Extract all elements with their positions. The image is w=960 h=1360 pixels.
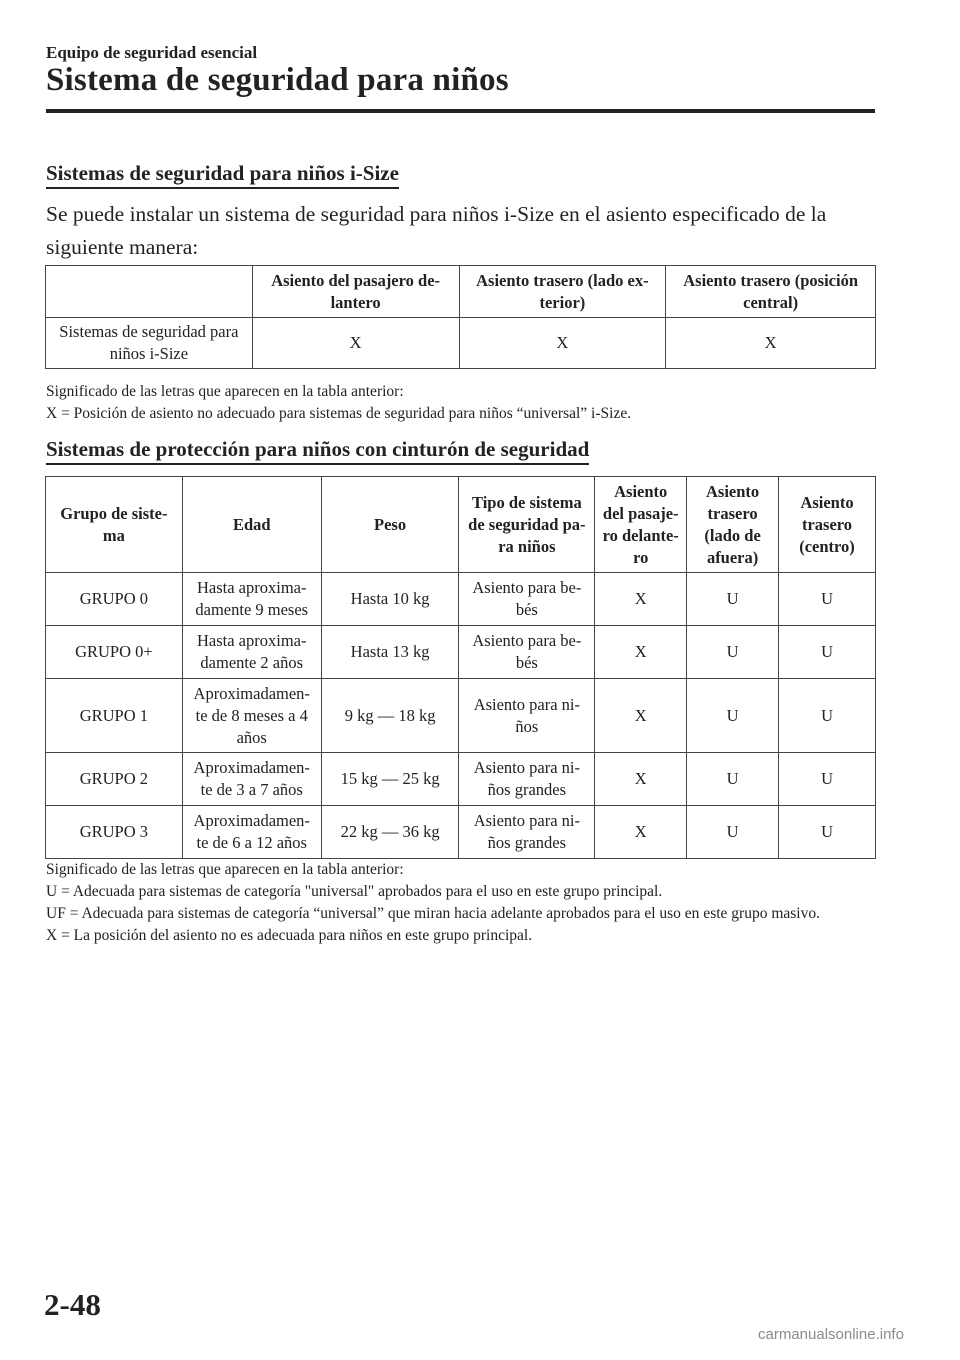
table-cell: Aproximadamen- te de 3 a 7 años [182, 753, 321, 806]
table-cell: X [595, 806, 687, 859]
table-cell: Aproximadamen- te de 6 a 12 años [182, 806, 321, 859]
table-cell: X [252, 318, 459, 369]
table-cell: U [779, 573, 876, 626]
header-divider [46, 109, 875, 113]
table-header-cell: Asiento trasero (lado ex- terior) [459, 266, 666, 318]
watermark[interactable]: carmanualsonline.info [758, 1326, 904, 1343]
table-cell: X [595, 679, 687, 753]
table-cell: Aproximadamen- te de 8 meses a 4 años [182, 679, 321, 753]
table-cell: X [459, 318, 666, 369]
table-header-cell: Asiento trasero (centro) [779, 477, 876, 573]
table-cell: X [595, 753, 687, 806]
table-cell: 22 kg ― 36 kg [321, 806, 459, 859]
page-title: Sistema de seguridad para niños [46, 62, 509, 98]
table-header-cell: Asiento trasero (posición central) [666, 266, 876, 318]
table-header-row [46, 266, 876, 318]
table-cell: Asiento para ni- ños grandes [459, 806, 595, 859]
table-cell: Hasta 10 kg [321, 573, 459, 626]
table-header-cell: Asiento del pasaje- ro delante- ro [595, 477, 687, 573]
note-line: UF = Adecuada para sistemas de categoría “universal” que miran hacia adelante aprobados para el uso en este grupo masivo. [46, 905, 820, 922]
note-line: X = La posición del asiento no es adecuada para niños en este grupo principal. [46, 927, 533, 944]
table-cell: GRUPO 3 [46, 806, 183, 859]
table-cell: U [687, 806, 779, 859]
note-line: U = Adecuada para sistemas de categoría "universal" aprobados para el uso en este grupo principal. [46, 883, 663, 900]
table-cell: GRUPO 2 [46, 753, 183, 806]
table-row [46, 806, 876, 859]
table-header-cell: Asiento trasero (lado de afuera) [687, 477, 779, 573]
table-cell: U [779, 806, 876, 859]
isize-table-body [46, 318, 876, 369]
note-line: X = Posición de asiento no adecuado para sistemas de seguridad para niños “universal” i-Size. [46, 405, 632, 422]
table-cell: U [687, 679, 779, 753]
table-cell: U [779, 679, 876, 753]
table-header-cell: Tipo de sistema de seguridad pa- ra niños [459, 477, 595, 573]
table-cell: U [687, 573, 779, 626]
table-cell: Hasta 13 kg [321, 626, 459, 679]
table-cell: Sistemas de seguridad para niños i-Size [46, 318, 253, 369]
table-header-cell: Edad [182, 477, 321, 573]
isize-intro: Se puede instalar un sistema de seguridad para niños i-Size en el asiento especificado de la siguiente manera: [46, 202, 827, 259]
isize-notes [46, 381, 876, 425]
table-header-cell: Asiento del pasajero de- lantero [252, 266, 459, 318]
note-line: Significado de las letras que aparecen en la tabla anterior: [46, 383, 404, 400]
table-header-cell: Peso [321, 477, 459, 573]
table-cell: U [687, 626, 779, 679]
table-cell: X [666, 318, 876, 369]
table-cell: Asiento para ni- ños grandes [459, 753, 595, 806]
table-cell: U [779, 753, 876, 806]
table-cell: U [687, 753, 779, 806]
table-cell: Asiento para be- bés [459, 573, 595, 626]
table-row [46, 318, 876, 369]
table-cell: 9 kg ― 18 kg [321, 679, 459, 753]
table-cell: GRUPO 0+ [46, 626, 183, 679]
section-header: Equipo de seguridad esencial [46, 43, 258, 62]
belt-notes [46, 859, 876, 947]
table-cell: X [595, 626, 687, 679]
table-row [46, 753, 876, 806]
table-row [46, 679, 876, 753]
table-cell: 15 kg ― 25 kg [321, 753, 459, 806]
isize-table [45, 265, 876, 369]
table-header-cell [46, 266, 253, 318]
table-header-cell: Grupo de siste- ma [46, 477, 183, 573]
note-line: Significado de las letras que aparecen en la tabla anterior: [46, 861, 404, 878]
table-cell: Asiento para ni- ños [459, 679, 595, 753]
table-cell: Asiento para be- bés [459, 626, 595, 679]
table-cell: GRUPO 1 [46, 679, 183, 753]
table-row [46, 626, 876, 679]
table-header-row [46, 477, 876, 573]
table-cell: X [595, 573, 687, 626]
table-cell: GRUPO 0 [46, 573, 183, 626]
table-cell: Hasta aproxima- damente 9 meses [182, 573, 321, 626]
belt-heading: Sistemas de protección para niños con cinturón de seguridad [46, 437, 589, 465]
table-cell: Hasta aproxima- damente 2 años [182, 626, 321, 679]
table-cell: U [779, 626, 876, 679]
isize-heading: Sistemas de seguridad para niños i-Size [46, 161, 399, 189]
table-row [46, 573, 876, 626]
belt-table-body [46, 573, 876, 859]
belt-table [45, 476, 876, 859]
page-number: 2-48 [44, 1287, 101, 1322]
